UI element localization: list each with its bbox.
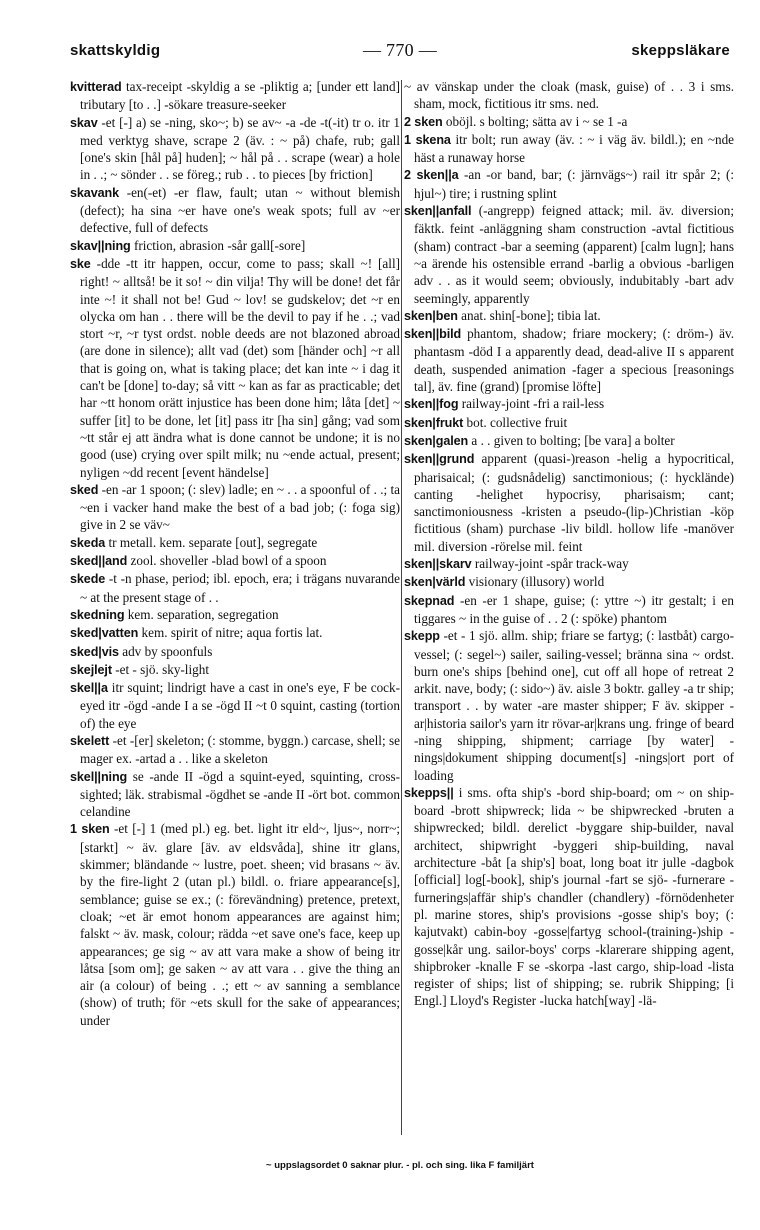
entry-headword: skavank: [70, 185, 120, 200]
entry-definition: se -ande II -ögd a squint-eyed, squinting, cross-sighted; läk. strabismal -ögdhet se -ande II -ört bot. common celandine: [80, 768, 400, 820]
entry-definition: railway-joint -spår track-way: [474, 556, 629, 572]
entry-definition: -et - 1 sjö. allm. ship; friare se fartyg; (: lastbåt) cargo-vessel; (: segel~) sailer, sailing-vessel; bränna sina ~ ordst. burn one's ships [behind one], cut off all hope of retreat 2 arkit. nave, body; (: sido~) äv. aisle 3 boktr. galley -a tr ship; transport . . by water -are master shipper; F äv. skipper -ar|historia sailor's yarn itr rövar-ar|krans ung. fringe of beard -ning shipping, shipment; carriage [by water] -nings|dokument shipping document[s] -nings|ort port of loading: [414, 628, 734, 783]
dictionary-entry: [404, 573, 734, 591]
dictionary-entry: [70, 570, 400, 606]
entry-headword: sken|frukt: [404, 415, 464, 430]
entry-headword: sked|vis: [70, 644, 119, 659]
entry-definition: friction, abrasion -sår gall[-sore]: [133, 237, 306, 253]
dictionary-entry: [70, 820, 400, 1029]
entry-definition: anat. shin[-bone]; tibia lat.: [461, 307, 601, 323]
entry-definition: -en -er 1 shape, guise; (: yttre ~) itr gestalt; i en tiggares ~ in the guise of . . 2 (: spöke) phantom: [414, 592, 734, 626]
entry-definition: tax-receipt -skyldig a se -pliktig a; [under ett land] tributary [to . .] -sökare treasure-seeker: [80, 79, 400, 113]
page-footer-legend: ~ uppslagsordet 0 saknar plur. - pl. och sing. lika F familjärt: [266, 1160, 534, 1171]
entry-headword: 2 sken: [404, 114, 443, 129]
dictionary-entry: [70, 552, 400, 570]
entry-headword: sked||and: [70, 554, 128, 569]
entry-definition: ~ av vänskap under the cloak (mask, guise) of . . 3 i sms. sham, mock, fictitious itr sms. ned.: [404, 79, 734, 112]
entry-headword: skepnad: [404, 593, 455, 608]
entry-headword: sken||fog: [404, 397, 459, 412]
entry-headword: skedning: [70, 607, 125, 622]
entry-definition: phantom, shadow; friare mockery; (: dröm-) äv. phantasm -död I a apparently dead, dead-alive II s apparent death, suspended animation -fager a specious [reasonings tal], äv. fine (grand) [promise löfte]: [414, 326, 734, 395]
entry-definition: -en(-et) -er flaw, fault; utan ~ without blemish (defect); ha sina ~er have one's weak spots; full av ~er defective, full of defects: [80, 184, 400, 236]
entry-definition: -et - sjö. sky-light: [115, 661, 209, 677]
entry-headword: 1 skena: [404, 132, 451, 147]
page-header: [70, 40, 730, 64]
entry-headword: skeda: [70, 535, 106, 550]
dictionary-entry: [404, 627, 734, 784]
entry-headword: sked|vatten: [70, 626, 139, 641]
dictionary-entry: [70, 534, 400, 552]
entry-headword: sken|värld: [404, 575, 466, 590]
entry-headword: skel||a: [70, 681, 108, 696]
entry-definition: apparent (quasi-)reason -helig a hypocritical, pharisaical; (: gudsnådelig) sanctimonious; (: hyckländе) canting -helighet hypocrisy, pharisaism; cant; sanctimoniousness -kristen a pseudo-(lip-)Christian -köp fictitious (sham) purchase -liv bildl. hollow life -manöver mil. diversion -rörelse mil. feint: [414, 451, 734, 554]
entry-definition: -an -or band, bar; (: järnvägs~) rail itr spår 2; (: hjul~) tire; i rustning splint: [414, 167, 734, 201]
entry-headword: kvitterad: [70, 80, 122, 94]
dictionary-entry: [70, 237, 400, 255]
entry-definition: adv by spoonfuls: [122, 643, 213, 659]
dictionary-entry: [404, 432, 734, 450]
entry-definition: oböjl. s bolting; sätta av i ~ se 1 -a: [445, 113, 628, 129]
dictionary-entry: [404, 166, 734, 202]
entry-definition: zool. shoveller -blad bowl of a spoon: [130, 553, 327, 569]
left-column: [70, 78, 400, 1138]
dictionary-entry: [404, 131, 734, 167]
dictionary-entry: [404, 414, 734, 432]
entry-definition: i sms. ofta ship's -bord ship-board; om ~ on ship-board -brott shipwreck; lida ~ be shipwrecked -bruten a shipwrecked; bildl. derelict -byggare ship-builder, naval architect, shipwright -byggeri ship-building, naval architecture -båt [a ship's] boat, long boat itr julle -dagbok [official] log[-book], ship's journal -fart se sjö- -furnerare -furnerings|affär ship's chandler (chandlery) -förnödenheter pl. marine stores, ship's provisions -gosse ship's boy; (: kajutvakt) cabin-boy -gosse|fartyg school-(training-)ship -gosse|kår ung. sailor-boys' corps -klarerare shipping agent, shipbroker -knalle F se -skorpa -last cargo, ship-load -lista register of ships; list of shipping; se. rubrik Shipping; [i Engl.] Lloyd's Register -lucka hatch[way] -lä-: [414, 784, 734, 1009]
dictionary-entry: [70, 78, 400, 114]
dictionary-entry: [404, 395, 734, 413]
dictionary-entry: [70, 624, 400, 642]
entry-definition: -en -ar 1 spoon; (: slev) ladle; en ~ . . a spoonful of . .; ta ~en i vacker hand make the best of a bad job; (: foga sig) give in 2 se väv~: [80, 481, 400, 533]
dictionary-entry: [404, 450, 734, 555]
entry-headword: skav||ning: [70, 238, 131, 253]
entry-definition: kem. spirit of nitre; aqua fortis lat.: [141, 625, 323, 641]
right-guide-word: skeppsläkare: [631, 42, 730, 59]
entry-headword: skelett: [70, 733, 110, 748]
dictionary-entry: [70, 481, 400, 534]
entry-definition: tr metall. kem. separate [out], segregate: [108, 534, 318, 550]
dictionary-entry: [404, 113, 734, 131]
entry-headword: ske: [70, 256, 91, 271]
entry-headword: sken|galen: [404, 433, 469, 448]
entry-headword: sken||anfall: [404, 204, 472, 219]
dictionary-entry: [70, 114, 400, 184]
left-guide-word: skattskyldig: [70, 42, 161, 59]
entry-definition: bot. collective fruit: [466, 414, 568, 430]
entry-definition: -et -[er] skeleton; (: stomme, byggn.) carcase, shell; se mager ex. -artad a . . like a skeleton: [80, 732, 400, 767]
entry-definition: kem. separation, segregation: [127, 606, 279, 622]
entry-definition: (-angrepp) feigned attack; mil. äv. diversion; fäktk. feint -anläggning sham construction -avtal fictitious (sham) contract -bar a seeming (apparent) [calm lugn]; hans ~a ärende his ostensible errand -barlig a obvious -barligen adv . . as it would seem; obviously, indubitably -bart adv seemingly, apparently: [414, 203, 734, 306]
entry-headword: sken|ben: [404, 308, 458, 323]
entry-headword: skepp: [404, 629, 440, 644]
entry-headword: skepps||: [404, 785, 454, 800]
entry-headword: sken||skarv: [404, 557, 472, 572]
dictionary-entry: [404, 555, 734, 573]
dictionary-entry: [404, 325, 734, 395]
entry-headword: sken||grund: [404, 452, 475, 467]
dictionary-entry: [70, 606, 400, 624]
dictionary-entry: [404, 784, 734, 1010]
entry-definition: -et [-] 1 (med pl.) eg. bet. light itr eld~, ljus~, norr~; [starkt] ~ äv. glare [äv. av eldsvåda], shine itr glans, skimmer; bländande ~ lustre, poet. sheen; vid brasans ~ äv. by the fire-light 2 (utan pl.) bildl. o. friare appearance[s], semblance; guise se ex.; (: förevändning) pretence, pretext, cloak; ~et är emot honom appearances are against him; falskt ~ äv. mask, colour; rädda ~et save one's face, keep up appearances; ge sig ~ av att vara make a show of being itr låtsa [som om]; ge saken ~ av att vara . . give the thing an air (a colour) of being . .; ett ~ av sanning a semblance (show) of truth; för ~ets skull for the sake of appearances; under: [80, 821, 400, 1028]
dictionary-entry: [70, 184, 400, 237]
entry-headword: sked: [70, 482, 99, 497]
dictionary-entry: [70, 768, 400, 821]
entry-headword: 2 sken||a: [404, 168, 459, 183]
entry-definition: -et [-] a) se -ning, sko~; b) se av~ -a -de -t(-it) tr o. itr 1 med verktyg shave, scrape 2 (äv. : ~ på) chafe, rub; gall [one's skin [hål på] huden]; ~ hål på . . scrape (wear) a hole in . .; ~ sönder . . se föreg.; rub . . to pieces [by friction]: [80, 114, 400, 183]
dictionary-entry: [404, 202, 734, 307]
entry-definition: a . . given to bolting; [be vara] a bolter: [471, 432, 675, 448]
entry-headword: skav: [70, 115, 98, 130]
column-divider: [401, 80, 402, 1135]
entry-headword: skel||ning: [70, 769, 128, 784]
right-column: [404, 78, 734, 1138]
entry-definition: itr bolt; run away (äv. : ~ i väg äv. bildl.); en ~nde häst a runaway horse: [414, 131, 734, 166]
entry-headword: sken||bild: [404, 327, 462, 342]
entry-headword: skede: [70, 572, 106, 587]
entry-definition: itr squint; lindrigt have a cast in one's eye, F be cock-eyed itr -ögd -ande I a se -ögd II ~t 0 squint, casting (tortion of) the eye: [80, 680, 400, 731]
dictionary-entry: [404, 592, 734, 628]
entry-headword: 1 sken: [70, 822, 110, 837]
dictionary-entry: [70, 255, 400, 481]
dictionary-entry: [70, 643, 400, 661]
dictionary-entry: [70, 661, 400, 679]
dictionary-entry: [404, 307, 734, 325]
page-number: — 770 —: [362, 40, 438, 60]
entry-definition: -t -n phase, period; ibl. epoch, era; i trägans nuvarande ~ at the present stage of . .: [80, 571, 400, 605]
entry-definition: railway-joint -fri a rail-less: [461, 396, 605, 412]
dictionary-entry: [70, 679, 400, 732]
dictionary-entry: [404, 78, 734, 113]
entry-definition: visionary (illusory) world: [468, 574, 605, 590]
entry-definition: -dde -tt itr happen, occur, come to pass; skall ~! [all] right! ~ alltså! be it so! ~ din vilja! Thy will be done! det får inte ~! it shall not be! Gud ~ lov! se gudskelov; det ~r en olycka om han . . there will be the devil to pay if he . .; vad stort ~r, ~r tyst ordst. noble deeds are not blazoned abroad (are done in silence); allt vad (det) som [händer och] ~r all that is going on, what is taking place; det kan inte ~ i dag it can't be [done] to-day; så vitt ~ kan as far as practicable; det har ~tt honom orätt injustice has been done him; låta [det] ~ suffer [it] to be done, let [it] pass itr [ha sin] gång; vad som ~tt står ej att ändra what is done cannot be undone; it is no good (use) crying over spilt milk; nu ~ende actual, present; nyligen ~dd recent [event händelse]: [80, 255, 400, 480]
dictionary-entry: [70, 732, 400, 768]
entry-headword: skejlejt: [70, 662, 112, 677]
